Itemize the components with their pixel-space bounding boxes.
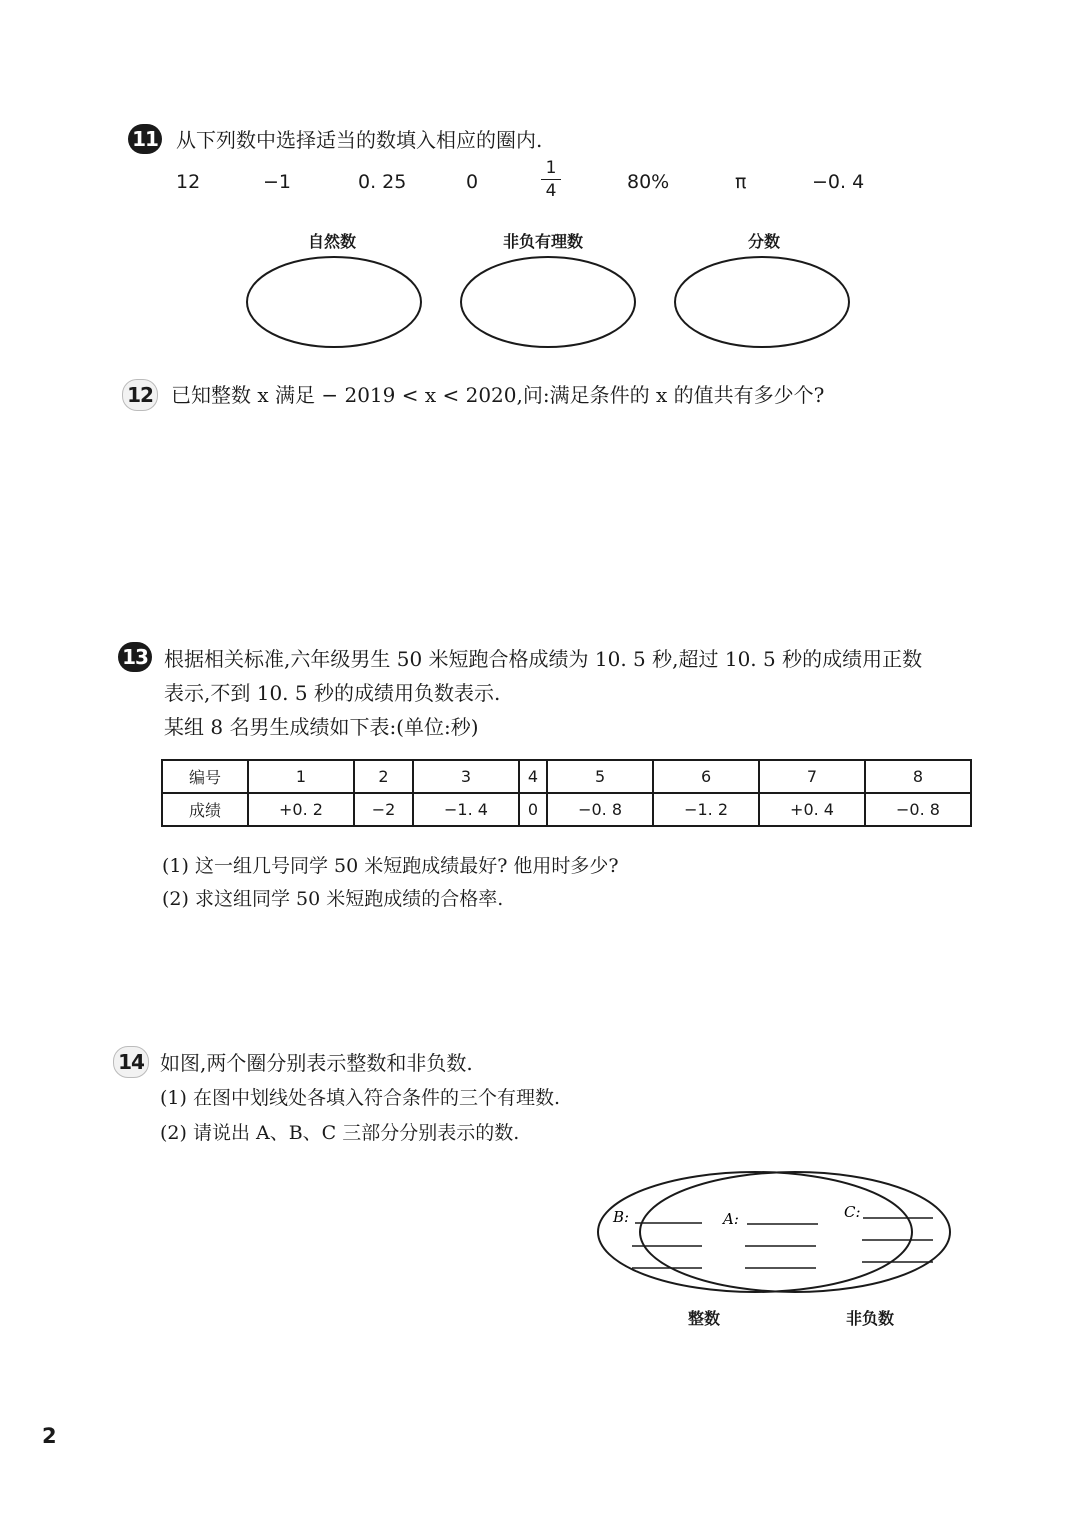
row-header-score: 成绩 — [162, 793, 248, 826]
id-cell: 8 — [865, 760, 971, 793]
ellipse-fractions[interactable] — [675, 257, 849, 347]
question-13-line-1: 根据相关标准,六年级男生 50 米短跑合格成绩为 10. 5 秒,超过 10. 5 秒的成绩用正数 — [164, 647, 923, 671]
question-14-text: 如图,两个圈分别表示整数和非负数. — [160, 1051, 473, 1075]
question-14-sub-1: (1) 在图中划线处各填入符合条件的三个有理数. — [160, 1087, 560, 1109]
page-number: 2 — [42, 1424, 57, 1448]
score-cell: −1. 4 — [413, 793, 519, 826]
answer-ellipses — [0, 0, 1080, 400]
number-option-1: 12 — [176, 171, 201, 193]
score-cell: −0. 8 — [547, 793, 653, 826]
question-number-12: 12 — [122, 379, 158, 411]
question-12-text: 已知整数 x 满足 − 2019 < x < 2020,问:满足条件的 x 的值共有多少个? — [171, 383, 825, 407]
set-label-fractions: 分数 — [748, 232, 781, 251]
score-cell: −2 — [354, 793, 413, 826]
score-table — [161, 759, 972, 827]
ellipse-nonnegative-rationals[interactable] — [461, 257, 635, 347]
venn-set-label-nonnegatives: 非负数 — [846, 1309, 895, 1328]
number-option-6: π — [735, 171, 747, 193]
venn-label-c: C: — [844, 1203, 861, 1221]
question-13-line-2: 表示,不到 10. 5 秒的成绩用负数表示. — [164, 681, 501, 705]
score-cell: +0. 2 — [248, 793, 354, 826]
venn-diagram — [590, 1165, 960, 1305]
number-option-4: 0 — [466, 171, 479, 193]
score-cell: 0 — [519, 793, 547, 826]
venn-set-label-integers: 整数 — [688, 1309, 721, 1328]
venn-circle-nonnegatives — [640, 1172, 950, 1292]
set-label-nonnegative-rationals: 非负有理数 — [503, 232, 584, 251]
number-option-2: −1 — [263, 171, 292, 193]
id-cell: 7 — [759, 760, 865, 793]
number-option-5: 80% — [627, 171, 670, 193]
id-cell: 3 — [413, 760, 519, 793]
number-option-7: −0. 4 — [812, 171, 865, 193]
score-cell: +0. 4 — [759, 793, 865, 826]
row-header-id: 编号 — [162, 760, 248, 793]
id-cell: 6 — [653, 760, 759, 793]
question-number-11: 11 — [128, 124, 162, 154]
question-13-sub-1: (1) 这一组几号同学 50 米短跑成绩最好? 他用时多少? — [162, 855, 619, 877]
set-label-natural-numbers: 自然数 — [308, 232, 357, 251]
venn-label-a: A: — [723, 1210, 739, 1228]
question-number-14: 14 — [113, 1046, 149, 1078]
fraction-numerator: 1 — [545, 158, 557, 178]
venn-label-b: B: — [613, 1208, 630, 1226]
score-cell: −1. 2 — [653, 793, 759, 826]
id-cell: 2 — [354, 760, 413, 793]
fraction-denominator: 4 — [545, 181, 557, 201]
id-cell: 1 — [248, 760, 354, 793]
id-cell: 5 — [547, 760, 653, 793]
id-cell: 4 — [519, 760, 547, 793]
score-cell: −0. 8 — [865, 793, 971, 826]
question-number-13: 13 — [118, 642, 152, 672]
question-14-sub-2: (2) 请说出 A、B、C 三部分分别表示的数. — [160, 1122, 520, 1144]
question-13-sub-2: (2) 求这组同学 50 米短跑成绩的合格率. — [162, 888, 504, 910]
ellipse-natural-numbers[interactable] — [247, 257, 421, 347]
table-row-ids — [162, 760, 971, 793]
question-11-text: 从下列数中选择适当的数填入相应的圈内. — [176, 128, 543, 152]
number-option-3: 0. 25 — [358, 171, 407, 193]
venn-circle-integers — [598, 1172, 912, 1292]
question-13-line-3: 某组 8 名男生成绩如下表:(单位:秒) — [164, 715, 479, 739]
table-row-scores — [162, 793, 971, 826]
